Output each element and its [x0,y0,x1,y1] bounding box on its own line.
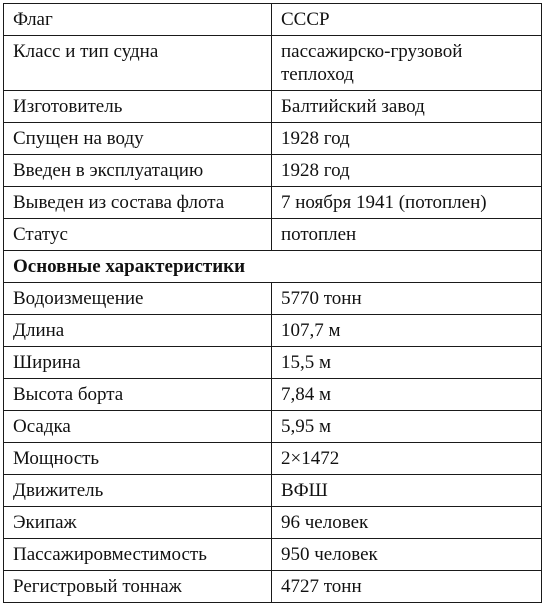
table-row [4,283,542,315]
row-label: Экипаж [4,507,272,539]
row-value: 107,7 м [272,315,542,347]
table-row [4,187,542,219]
table-row [4,123,542,155]
row-label: Спущен на воду [4,123,272,155]
row-label: Движитель [4,475,272,507]
row-value: 5,95 м [272,411,542,443]
table-row [4,155,542,187]
row-value: 5770 тонн [272,283,542,315]
table-row [4,315,542,347]
row-label: Изготовитель [4,91,272,123]
table-row [4,219,542,251]
row-label: Выведен из состава флота [4,187,272,219]
row-value: ВФШ [272,475,542,507]
row-label: Ширина [4,347,272,379]
row-label: Флаг [4,4,272,36]
row-value: 4727 тонн [272,571,542,603]
row-label: Мощность [4,443,272,475]
table-row [4,443,542,475]
table-row [4,571,542,603]
row-value: СССР [272,4,542,36]
row-label: Длина [4,315,272,347]
section-title: Основные характеристики [4,251,542,283]
table-row [4,4,542,36]
table-row [4,411,542,443]
table-row [4,36,542,91]
table-row [4,475,542,507]
table-row [4,91,542,123]
row-label: Статус [4,219,272,251]
section-header-row [4,251,542,283]
table-row [4,347,542,379]
table-row [4,507,542,539]
table-row [4,539,542,571]
row-value: 1928 год [272,155,542,187]
row-label: Водоизмещение [4,283,272,315]
row-label: Осадка [4,411,272,443]
row-value: Балтийский завод [272,91,542,123]
row-value: 15,5 м [272,347,542,379]
row-label: Пассажировместимость [4,539,272,571]
row-value: 2×1472 [272,443,542,475]
row-value: 96 человек [272,507,542,539]
row-value: потоплен [272,219,542,251]
row-value: 7,84 м [272,379,542,411]
ship-spec-table [3,3,542,603]
row-value: пассажирско-грузовой теплоход [272,36,542,91]
row-label: Высота борта [4,379,272,411]
row-label: Класс и тип судна [4,36,272,91]
row-value: 7 ноября 1941 (потоплен) [272,187,542,219]
row-value: 1928 год [272,123,542,155]
table-row [4,379,542,411]
row-label: Введен в эксплуатацию [4,155,272,187]
row-value: 950 человек [272,539,542,571]
row-label: Регистровый тоннаж [4,571,272,603]
